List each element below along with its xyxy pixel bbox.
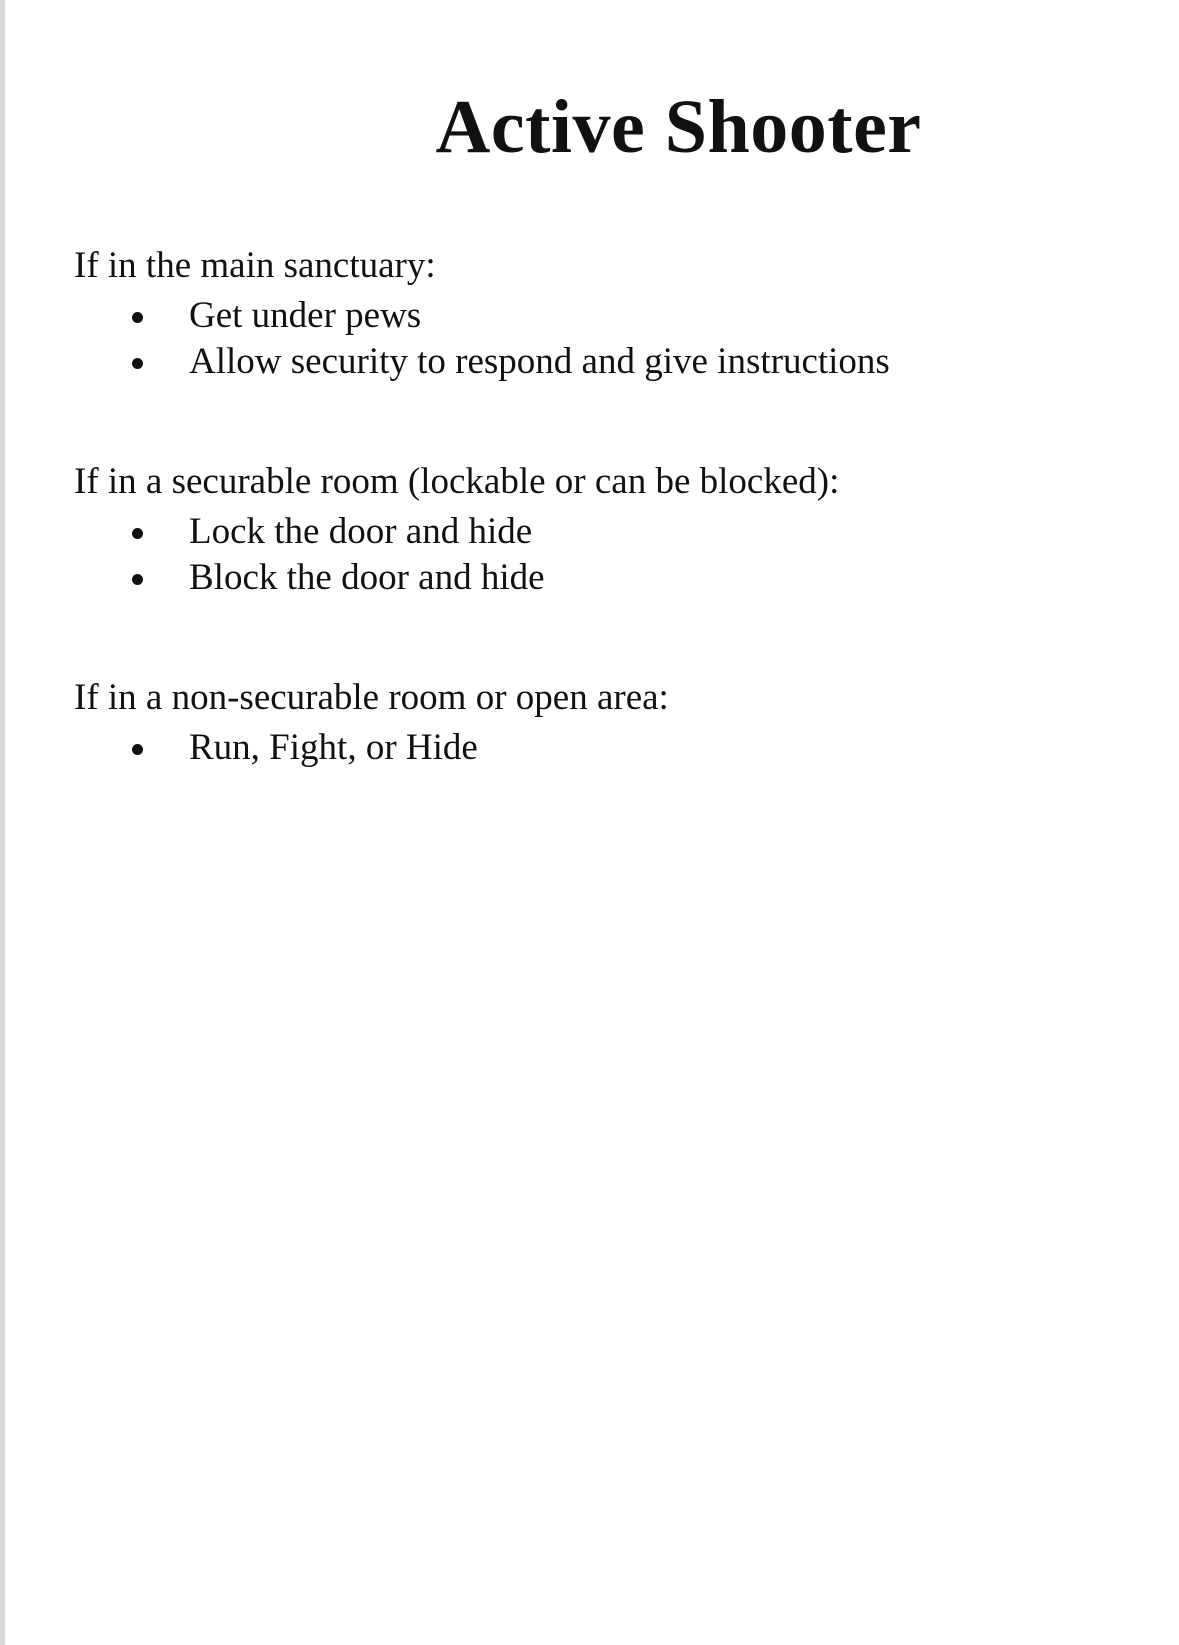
list-item-text: Allow security to respond and give instructions xyxy=(189,341,890,382)
page-left-edge xyxy=(0,0,5,1645)
list-item xyxy=(74,293,1134,339)
list-item xyxy=(74,339,1134,385)
section-heading: If in a securable room (lockable or can be blocked): xyxy=(74,461,840,502)
bullet-list xyxy=(74,725,1134,771)
section-heading: If in the main sanctuary: xyxy=(74,245,436,286)
section-heading: If in a non-securable room or open area: xyxy=(74,677,669,718)
section-main-sanctuary xyxy=(74,243,1134,385)
list-item-text: Run, Fight, or Hide xyxy=(189,727,478,768)
list-item-text: Get under pews xyxy=(189,295,422,336)
bullet-list xyxy=(74,509,1134,601)
list-item xyxy=(74,725,1134,771)
list-item-text: Block the door and hide xyxy=(189,557,545,598)
bullet-icon xyxy=(132,574,143,585)
list-item xyxy=(74,509,1134,555)
bullet-icon xyxy=(132,358,143,369)
list-item xyxy=(74,555,1134,601)
list-item-text: Lock the door and hide xyxy=(189,511,533,552)
bullet-icon xyxy=(132,528,143,539)
page-title: Active Shooter xyxy=(435,85,922,169)
bullet-icon xyxy=(132,744,143,755)
bullet-icon xyxy=(132,312,143,323)
section-securable-room xyxy=(74,459,1134,601)
bullet-list xyxy=(74,293,1134,385)
section-non-securable-room xyxy=(74,675,1134,771)
